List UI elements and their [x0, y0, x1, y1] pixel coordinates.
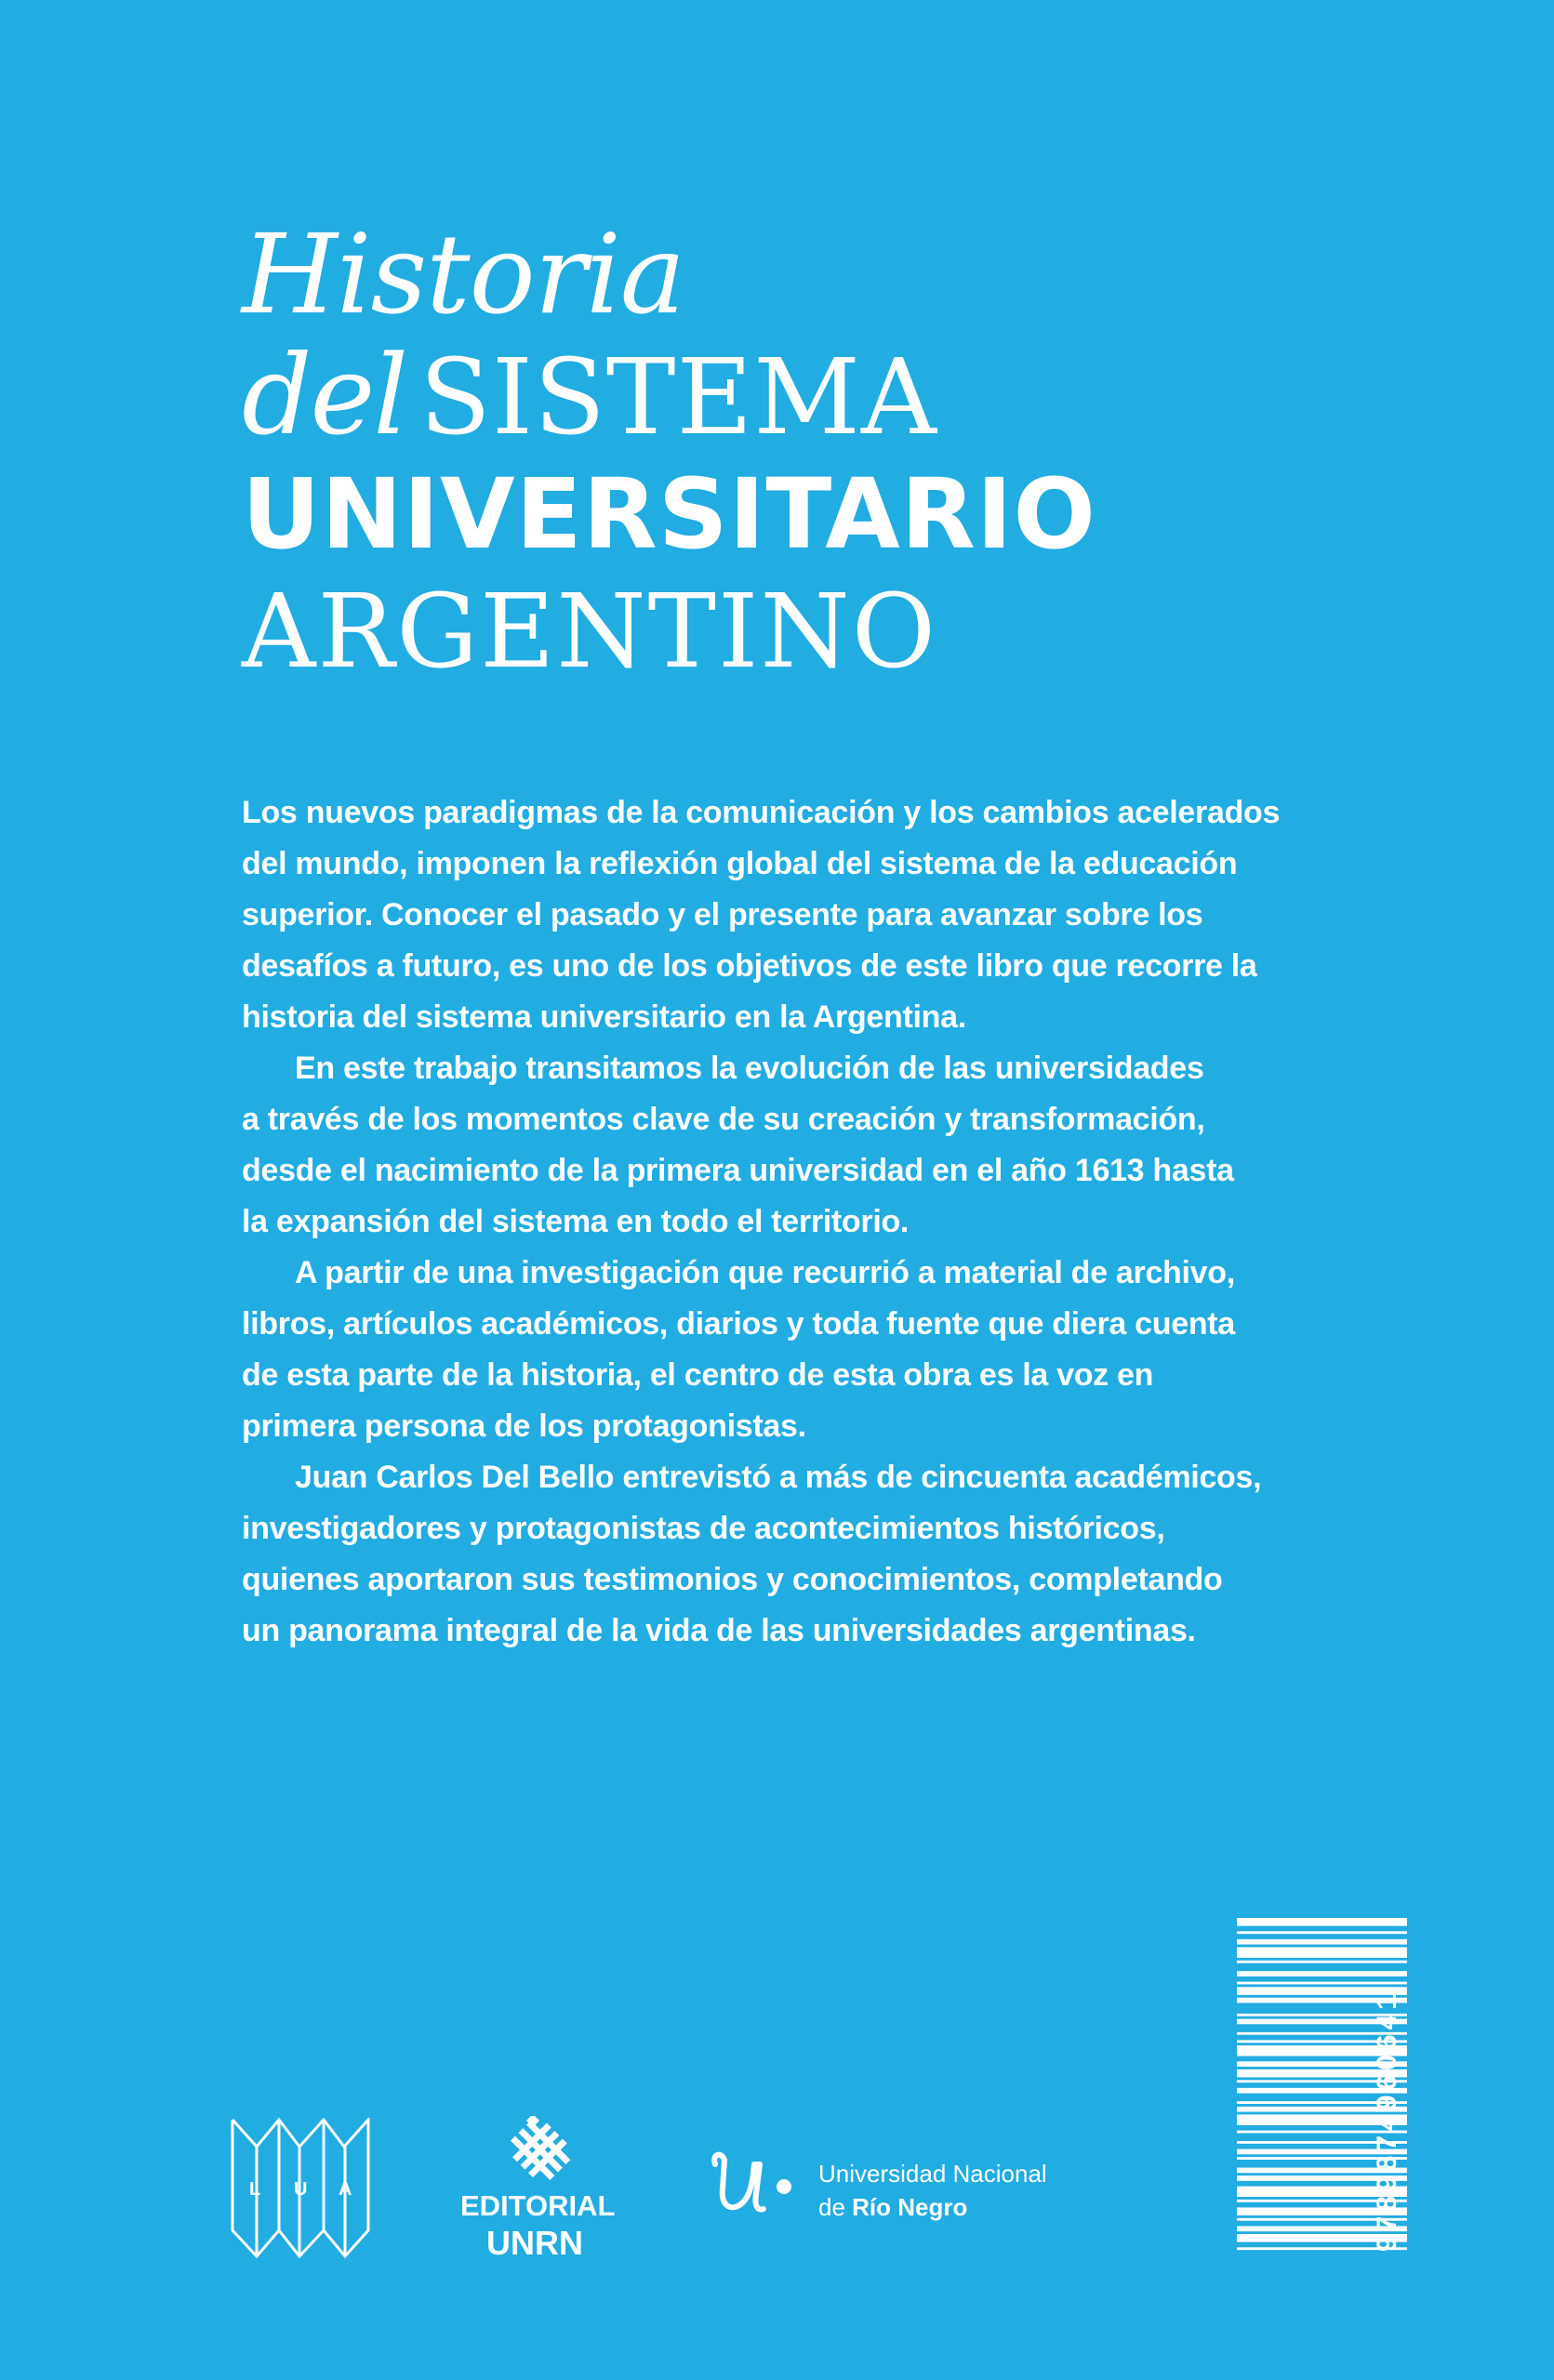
- unrn-label: UNRN: [486, 2224, 583, 2262]
- title-word-sistema: SISTEMA: [419, 337, 937, 458]
- blurb-line: a través de los momentos clave de su creación y transformación,: [242, 1102, 1205, 1137]
- editorial-unrn-logo: [460, 2116, 616, 2265]
- university-name-bold: Río Negro: [852, 2193, 968, 2221]
- blurb-line: del mundo, imponen la reflexión global del sistema de la educación: [242, 846, 1238, 881]
- blurb-line: desde el nacimiento de la primera universidad en el año 1613 hasta: [242, 1153, 1234, 1188]
- lua-logo: [231, 2118, 370, 2259]
- lua-letter-a: A: [339, 2179, 352, 2200]
- title-line-historia: Historia: [242, 210, 685, 338]
- blurb-line: Los nuevos paradigmas de la comunicación y los cambios acelerados: [242, 795, 1281, 830]
- blurb-line: quienes aportaron sus testimonios y conocimientos, completando: [242, 1562, 1223, 1597]
- title-line-del-sistema: [242, 331, 1358, 459]
- blurb-line: de esta parte de la historia, el centro de esta obra es la voz en: [242, 1357, 1154, 1393]
- back-cover-blurb: [242, 787, 1321, 1657]
- u-monogram-icon: [702, 2144, 795, 2228]
- blurb-line: En este trabajo transitamos la evolución de las universidades: [295, 1051, 1204, 1086]
- blurb-line: historia del sistema universitario en la Argentina.: [242, 999, 966, 1035]
- title-word-del: del: [242, 331, 407, 459]
- book-title: [242, 210, 1358, 691]
- editorial-label: EDITORIAL: [460, 2189, 616, 2222]
- blurb-line: un panorama integral de la vida de las universidades argentinas.: [242, 1613, 1196, 1648]
- blurb-line: A partir de una investigación que recurrió a material de archivo,: [295, 1255, 1235, 1290]
- university-name-line2: [818, 2192, 967, 2222]
- lua-letter-l: L: [249, 2179, 261, 2200]
- blurb-line: la expansión del sistema en todo el territorio.: [242, 1204, 910, 1239]
- blurb-line: primera persona de los protagonistas.: [242, 1408, 806, 1444]
- blurb-line: libros, artículos académicos, diarios y toda fuente que diera cuenta: [242, 1306, 1235, 1342]
- university-logo: [702, 2144, 1093, 2228]
- title-line-universitario: UNIVERSITARIO: [242, 457, 1096, 571]
- blurb-line: desafíos a futuro, es uno de los objetivos de este libro que recorre la: [242, 948, 1257, 984]
- lua-letter-u: U: [294, 2179, 308, 2200]
- university-name-line1: Universidad Nacional: [818, 2160, 1047, 2188]
- editorial-hash-icon: [504, 2116, 571, 2183]
- blurb-line: superior. Conocer el pasado y el presente para avanzar sobre los: [242, 897, 1203, 932]
- isbn-digits: 9789874960641: [1372, 1990, 1402, 2252]
- title-line-argentino: ARGENTINO: [242, 572, 937, 691]
- university-name-prefix: de: [818, 2193, 845, 2221]
- blurb-line: Juan Carlos Del Bello entrevistó a más de cincuenta académicos,: [295, 1460, 1262, 1495]
- blurb-line: investigadores y protagonistas de acontecimientos históricos,: [242, 1511, 1165, 1546]
